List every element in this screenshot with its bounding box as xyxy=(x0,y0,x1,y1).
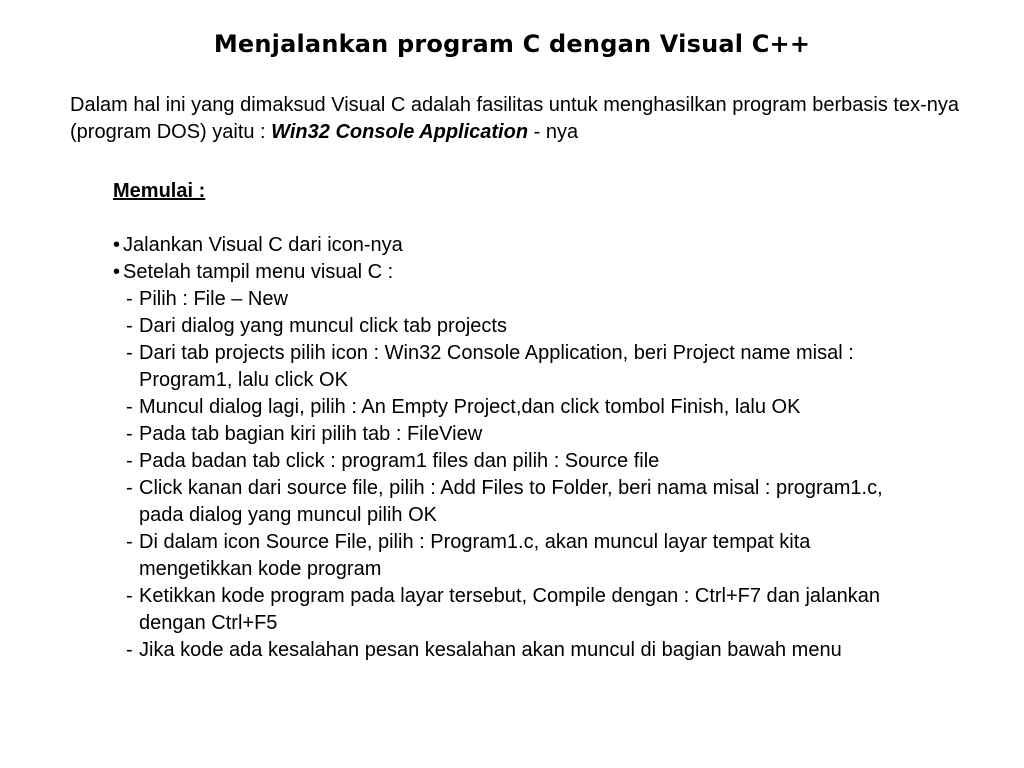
bullet-item xyxy=(113,259,973,286)
step-text: Dari dialog yang muncul click tab projects xyxy=(139,315,507,337)
steps-list xyxy=(113,286,973,664)
step-text: Click kanan dari source file, pilih : Add Files to Folder, beri nama misal : program1.c, pada dialog yang muncul pilih OK xyxy=(139,477,883,526)
step-item xyxy=(113,421,919,448)
bullet-mark: • xyxy=(113,261,121,283)
dash-mark: - xyxy=(126,288,133,310)
dash-mark: - xyxy=(126,531,133,553)
dash-mark: - xyxy=(126,342,133,364)
step-text: Pada tab bagian kiri pilih tab : FileView xyxy=(139,423,483,445)
section-heading: Memulai : xyxy=(113,180,206,202)
dash-mark: - xyxy=(126,423,133,445)
dash-mark: - xyxy=(126,639,133,661)
step-item xyxy=(113,286,919,313)
dash-mark: - xyxy=(126,315,133,337)
step-item xyxy=(113,583,919,637)
dash-mark: - xyxy=(126,477,133,499)
dash-mark: - xyxy=(126,585,133,607)
step-text: Di dalam icon Source File, pilih : Program1.c, akan muncul layar tempat kita mengetikkan kode program xyxy=(139,531,811,580)
step-text: Muncul dialog lagi, pilih : An Empty Project,dan click tombol Finish, lalu OK xyxy=(139,396,801,418)
steps-section xyxy=(113,178,973,664)
step-item xyxy=(113,475,919,529)
step-text: Pilih : File – New xyxy=(139,288,288,310)
intro-emphasis: Win32 Console Application xyxy=(271,121,529,143)
step-item xyxy=(113,394,919,421)
step-item xyxy=(113,448,919,475)
bullet-mark: • xyxy=(113,234,121,256)
bullet-text: Setelah tampil menu visual C : xyxy=(123,261,394,283)
step-text: Jika kode ada kesalahan pesan kesalahan akan muncul di bagian bawah menu xyxy=(139,639,842,661)
step-text: Dari tab projects pilih icon : Win32 Console Application, beri Project name misal : Program1, lalu click OK xyxy=(139,342,854,391)
intro-text-after: - nya xyxy=(528,121,579,143)
bullet-item xyxy=(113,232,973,259)
dash-mark: - xyxy=(126,396,133,418)
step-text: Pada badan tab click : program1 files dan pilih : Source file xyxy=(139,450,660,472)
intro-text-before: Dalam hal ini yang dimaksud Visual C adalah fasilitas untuk menghasilkan program berbasis tex-nya (program DOS) yaitu : xyxy=(70,94,959,143)
step-text: Ketikkan kode program pada layar tersebut, Compile dengan : Ctrl+F7 dan jalankan dengan Ctrl+F5 xyxy=(139,585,880,634)
intro-paragraph xyxy=(70,92,970,146)
step-item xyxy=(113,340,919,394)
dash-mark: - xyxy=(126,450,133,472)
step-item xyxy=(113,313,919,340)
slide-title: Menjalankan program C dengan Visual C++ xyxy=(213,30,811,58)
step-item xyxy=(113,529,919,583)
step-item xyxy=(113,637,919,664)
bullet-text: Jalankan Visual C dari icon-nya xyxy=(123,234,403,256)
